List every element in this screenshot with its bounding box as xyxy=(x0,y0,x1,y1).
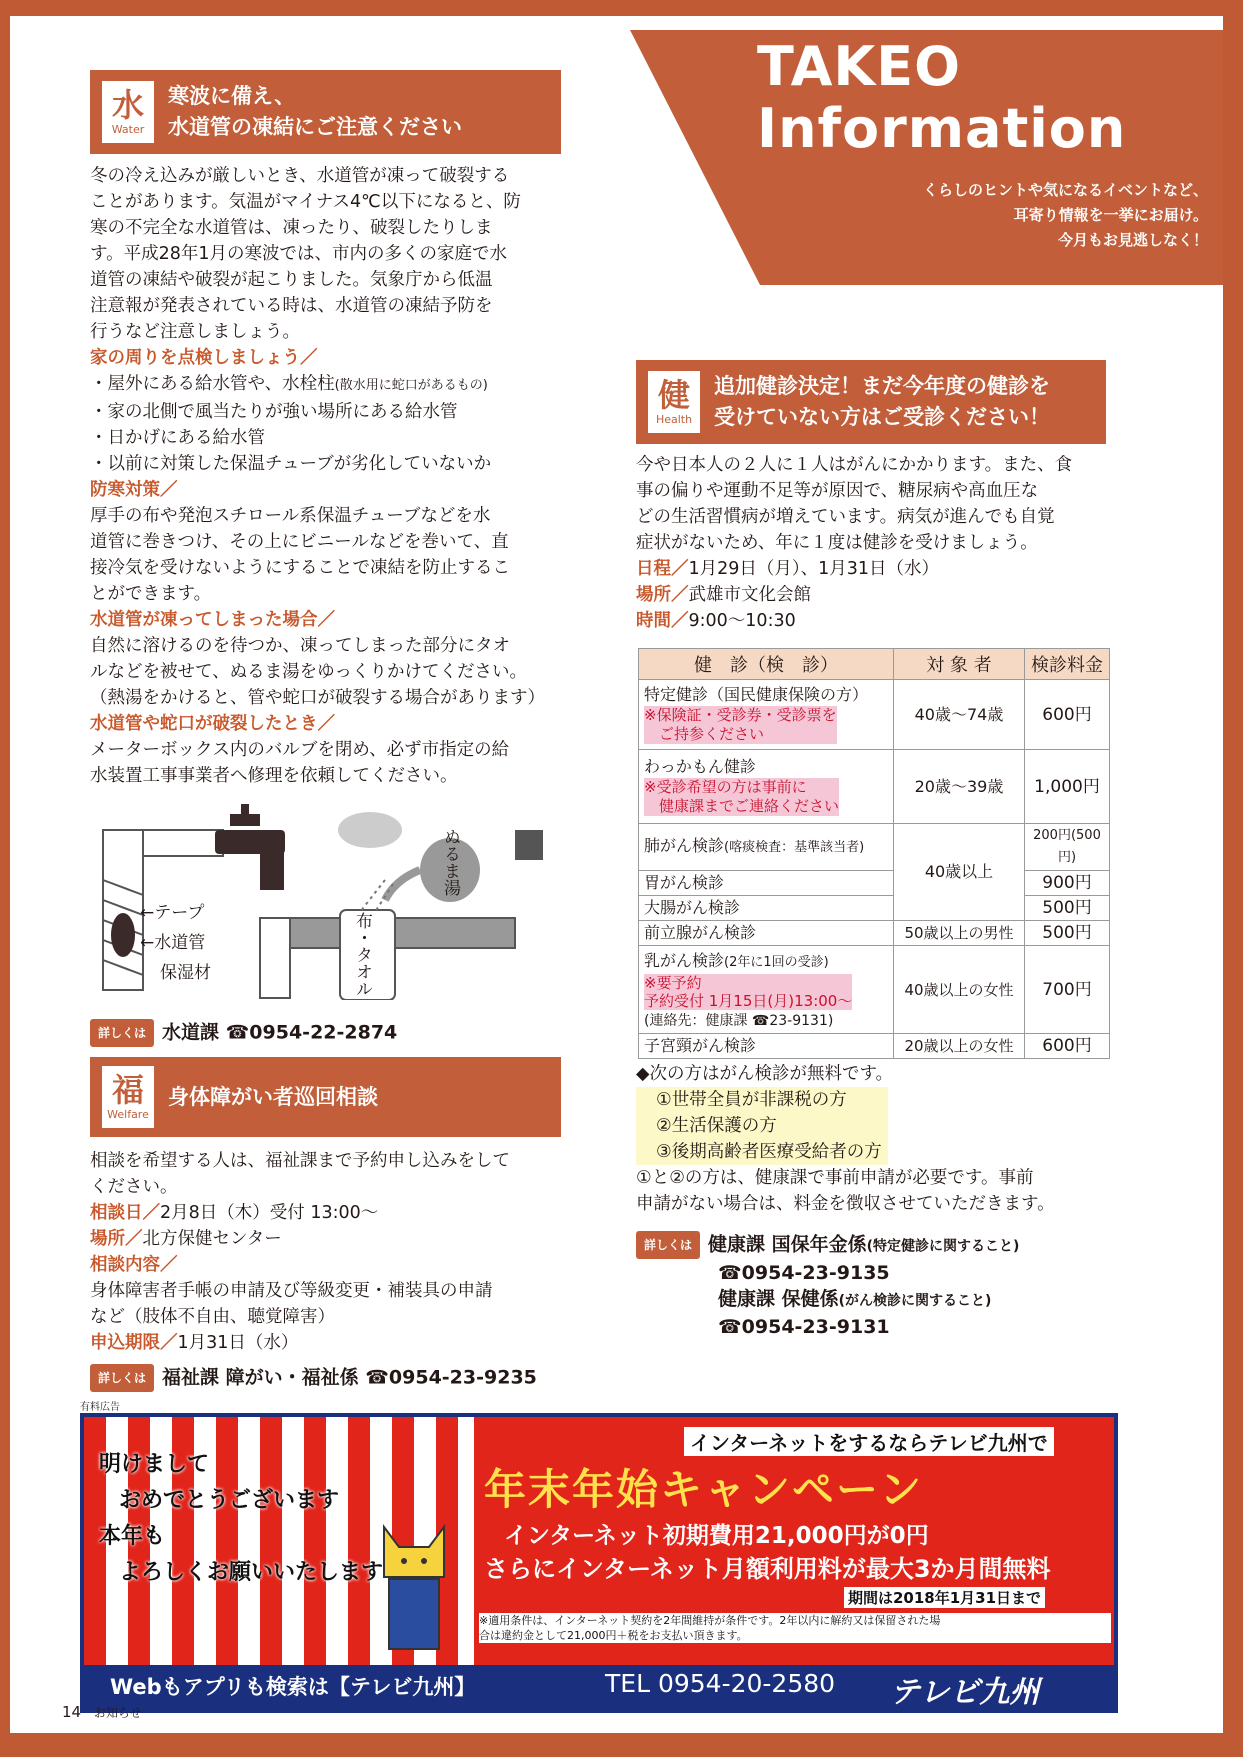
table-cell-checkup xyxy=(639,680,894,750)
table-cell-checkup: 前立腺がん検診 xyxy=(639,921,894,946)
water-check-heading: 家の周りを点検しましょう／ xyxy=(90,348,318,368)
row-breast-reservation xyxy=(644,974,852,1010)
table-header-fee: 検診料金 xyxy=(1025,649,1110,680)
health-contact2-tel: ☎0954-23-9131 xyxy=(718,1315,890,1338)
health-schedule-value: 1月29日（月）、1月31日（水） xyxy=(688,559,940,579)
ad-offer-1: インターネット初期費用21,000円が0円 xyxy=(504,1523,929,1549)
table-row xyxy=(639,871,1110,896)
health-time xyxy=(636,608,1121,634)
welfare-date-value: 2月8日（木）受付 13:00〜 xyxy=(160,1203,379,1223)
row-tokutei-note-line: ※保険証・受診券・受診票を xyxy=(644,706,837,724)
welfare-date xyxy=(90,1200,570,1226)
row-breast-name: 乳がん検診 xyxy=(644,950,725,970)
table-cell-target: 40歳〜74歳 xyxy=(894,680,1025,750)
health-free-info xyxy=(636,1061,1121,1217)
welfare-deadline-value: 1月31日（水） xyxy=(177,1333,299,1353)
water-frozen-line: （熱湯をかけると、管や蛇口が破裂する場合があります） xyxy=(90,688,545,708)
health-free-note-line: ①と②の方は、健康課で事前申請が必要です。事前 xyxy=(636,1168,1034,1188)
water-intro-line: 行うなど注意しましょう。 xyxy=(90,322,300,342)
health-contact1-name: 健康課 国保年金係 xyxy=(708,1233,867,1256)
water-frozen-heading: 水道管が凍ってしまった場合／ xyxy=(90,610,335,630)
row-tokutei-note-line: ご持参ください xyxy=(644,725,765,743)
health-intro-line: 症状がないため、年に１度は健診を受けましょう。 xyxy=(636,533,1038,553)
health-title xyxy=(714,371,1050,433)
water-burst-heading: 水道管や蛇口が破裂したとき／ xyxy=(90,714,335,734)
health-contact1-note: (特定健診に関すること) xyxy=(866,1238,1020,1255)
water-contact xyxy=(90,1019,397,1047)
header-subtitle-line3: 今月もお見逃しなく！ xyxy=(1057,231,1208,249)
row-tokutei-name: 特定健診（国民健康保険の方） xyxy=(644,685,869,704)
table-cell-checkup: 子宮頸がん検診 xyxy=(639,1034,894,1059)
water-check-item xyxy=(90,371,570,399)
health-schedule xyxy=(636,556,1121,582)
health-free-list xyxy=(636,1087,888,1165)
ad-label: 有料広告 xyxy=(80,1402,120,1413)
row-breast-res-line: ※要予約 xyxy=(644,973,702,992)
health-contact2-name: 健康課 保健係 xyxy=(718,1287,839,1310)
ad-period: 期間は2018年1月31日まで xyxy=(844,1587,1045,1608)
diagram-warm-water-label: ぬるま湯 xyxy=(440,828,460,896)
health-title-line2: 受けていない方はご受診ください！ xyxy=(714,405,1050,429)
health-free-item: ②生活保護の方 xyxy=(656,1116,777,1136)
water-intro-line: 寒の不完全な水道管は、凍ったり、破裂したりしま xyxy=(90,218,493,238)
water-title xyxy=(168,81,462,143)
welfare-icon-kanji: 福 xyxy=(111,1071,144,1109)
water-burst-line: メーターボックス内のバルブを閉め、必ず市指定の給 xyxy=(90,740,510,760)
table-cell-target: 20歳〜39歳 xyxy=(894,750,1025,824)
water-prevent-line: 接冷気を受けないようにすることで凍結を防止するこ xyxy=(90,558,510,578)
ad-greeting-line: おめでとうございます xyxy=(119,1488,340,1513)
health-icon-kanji: 健 xyxy=(657,376,690,414)
water-diagram-labels xyxy=(140,898,211,988)
table-header-target: 対 象 者 xyxy=(894,649,1025,680)
table-cell-fee: 600円 xyxy=(1025,1034,1110,1059)
header-title-line2: Information xyxy=(757,97,1127,160)
table-row xyxy=(639,750,1110,824)
health-place xyxy=(636,582,1121,608)
health-intro-line: 今や日本人の２人に１人はがんにかかります。また、食 xyxy=(636,455,1073,475)
table-cell-checkup xyxy=(639,946,894,1034)
table-header-row xyxy=(639,649,1110,680)
diagram-pipe-label: ←水道管 xyxy=(140,933,206,953)
water-intro-line: ことがあります。気温がマイナス4℃以下になると、防 xyxy=(90,192,521,212)
diagram-towel-label: 布・タオル xyxy=(352,912,372,997)
health-place-label: 場所／ xyxy=(636,585,689,605)
health-checkup-table xyxy=(638,648,1110,1059)
row-breast-res-line: 予約受付 1月15日(月)13:00〜 xyxy=(644,991,853,1010)
water-prevent-line: 道管に巻きつけ、その上にビニールなどを巻いて、直 xyxy=(90,532,509,552)
welfare-content-line: 身体障害者手帳の申請及び等級変更・補装具の申請 xyxy=(90,1281,493,1301)
water-check-item: ・以前に対策した保温チューブが劣化していないか xyxy=(90,454,492,474)
welfare-intro-line: 相談を希望する人は、福祉課まで予約申し込みをして xyxy=(90,1151,510,1171)
welfare-place-value: 北方保健センター xyxy=(142,1229,282,1249)
table-header-checkup: 健 診（検 診） xyxy=(639,649,894,680)
welfare-icon-label: Welfare xyxy=(107,1108,149,1121)
welfare-content-line: など（肢体不自由、聴覚障害） xyxy=(90,1307,335,1327)
health-time-label: 時間／ xyxy=(636,611,689,631)
table-cell-checkup xyxy=(639,824,894,871)
health-body xyxy=(636,452,1121,634)
water-prevent-line: とができます。 xyxy=(90,584,212,604)
header-subtitle xyxy=(828,178,1208,253)
health-place-value: 武雄市文化会館 xyxy=(688,585,811,605)
ad-terms-line: 合は違約金として21,000円＋税をお支払い頂きます。 xyxy=(479,1629,748,1642)
health-free-note-line: 申請がない場合は、料金を徴収させていただきます。 xyxy=(636,1194,1055,1214)
ad-logo: テレビ九州 xyxy=(890,1675,1040,1710)
water-intro-line: 道管の凍結や破裂が起こりました。気象庁から低温 xyxy=(90,270,493,290)
health-free-item: ③後期高齢者医療受給者の方 xyxy=(656,1142,882,1162)
ad-terms xyxy=(479,1613,1111,1643)
water-icon-label: Water xyxy=(111,123,145,136)
water-prevent-line: 厚手の布や発泡スチロール系保温チューブなどを水 xyxy=(90,506,491,526)
table-cell-fee: 500円 xyxy=(1025,896,1110,921)
table-row xyxy=(639,946,1110,1034)
welfare-contact-text: 福祉課 障がい・福祉係 ☎0954-23-9235 xyxy=(162,1366,537,1389)
header-title xyxy=(757,36,1126,160)
health-contact2-note: (がん検診に関すること) xyxy=(838,1292,992,1309)
water-frozen-line: 自然に溶けるのを待つか、凍ってしまった部分にタオ xyxy=(90,636,510,656)
ad-striped-panel xyxy=(84,1417,1114,1665)
welfare-icon xyxy=(102,1066,154,1128)
ad-greeting-line: よろしくお願いいたします xyxy=(119,1560,384,1585)
water-prevent-heading: 防寒対策／ xyxy=(90,480,178,500)
water-icon-kanji: 水 xyxy=(111,86,144,124)
ad-cat-mascot-icon xyxy=(364,1517,464,1657)
water-intro-line: 冬の冷え込みが厳しいとき、水道管が凍って破裂する xyxy=(90,166,510,186)
health-intro-line: 事の偏りや運動不足等が原因で、糖尿病や高血圧な xyxy=(636,481,1039,501)
welfare-intro-line: ください。 xyxy=(90,1177,178,1197)
water-contact-text: 水道課 ☎0954-22-2874 xyxy=(162,1021,398,1044)
table-cell-fee: 900円 xyxy=(1025,871,1110,896)
row-wakka-note-line: 健康課までご連絡ください xyxy=(644,797,840,815)
row-breast-note: (2年に1回の受診) xyxy=(724,954,829,970)
water-intro-line: す。平成28年1月の寒波では、市内の多くの家庭で水 xyxy=(90,244,508,264)
ad-tel[interactable]: TEL 0954-20-2580 xyxy=(605,1669,836,1698)
health-contact-2 xyxy=(636,1286,1126,1314)
water-burst-line: 水装置工事事業者へ修理を依頼してください。 xyxy=(90,766,458,786)
welfare-contact xyxy=(90,1364,537,1392)
health-section-header xyxy=(636,360,1106,444)
water-frozen-line: ルなどを被せて、ぬるま湯をゆっくりかけてください。 xyxy=(90,662,527,682)
welfare-date-label: 相談日／ xyxy=(90,1203,160,1223)
row-breast-contact: (連絡先：健康課 ☎23-9131) xyxy=(644,1012,834,1029)
ad-campaign-title: 年末年始キャンペーン xyxy=(484,1465,924,1514)
welfare-place xyxy=(90,1226,570,1252)
health-contact xyxy=(636,1231,1126,1340)
table-cell-checkup: 大腸がん検診 xyxy=(639,896,894,921)
water-check-item: ・日かげにある給水管 xyxy=(90,428,265,448)
health-contact-1 xyxy=(636,1231,1126,1260)
water-title-line1: 寒波に備え、 xyxy=(168,84,296,108)
welfare-body xyxy=(90,1148,570,1356)
health-icon xyxy=(648,371,700,433)
table-row xyxy=(639,680,1110,750)
welfare-section-header xyxy=(90,1057,561,1137)
advertisement[interactable] xyxy=(80,1413,1118,1713)
water-check-item-note: (散水用に蛇口があるもの) xyxy=(334,378,488,393)
ad-search-text: Webもアプリも検索は【テレビ九州】 xyxy=(110,1675,476,1699)
row-tokutei-note xyxy=(644,706,837,744)
table-row xyxy=(639,896,1110,921)
welfare-deadline-label: 申込期限／ xyxy=(90,1333,178,1353)
health-free-heading: ◆次の方はがん検診が無料です。 xyxy=(636,1064,894,1084)
ad-greeting xyxy=(99,1447,383,1591)
welfare-content-label: 相談内容／ xyxy=(90,1255,178,1275)
footer-section-label: お知らせ xyxy=(93,1706,142,1720)
row-wakka-note-line: ※受診希望の方は事前に xyxy=(644,778,807,796)
footer xyxy=(62,1703,142,1721)
table-cell-target: 40歳以上の女性 xyxy=(894,946,1025,1034)
header-title-line1: TAKEO xyxy=(757,35,962,98)
water-intro-line: 注意報が発表されている時は、水道管の凍結予防を xyxy=(90,296,493,316)
water-detail-badge: 詳しくは xyxy=(90,1019,154,1047)
health-intro-line: どの生活習慣病が増えています。病気が進んでも自覚 xyxy=(636,507,1055,527)
row-lung-name: 肺がん検診 xyxy=(644,836,725,855)
table-cell-checkup: 胃がん検診 xyxy=(639,871,894,896)
water-check-item-text: ・屋外にある給水管や、水栓柱 xyxy=(90,374,335,394)
table-cell-fee: 500円 xyxy=(1025,921,1110,946)
health-time-value: 9:00〜10:30 xyxy=(688,611,796,631)
diagram-insulation-label: 保湿材 xyxy=(160,963,211,983)
table-cell-target: 20歳以上の女性 xyxy=(894,1034,1025,1059)
table-cell-fee: 200円(500円) xyxy=(1025,824,1110,871)
diagram-tape-label: ←テープ xyxy=(140,903,205,923)
bottom-frame xyxy=(0,1733,1243,1757)
header-subtitle-line1: くらしのヒントや気になるイベントなど、 xyxy=(922,181,1208,199)
health-schedule-label: 日程／ xyxy=(636,559,689,579)
ad-terms-line: ※適用条件は、インターネット契約を2年間維持が条件です。2年以内に解約又は保留された場 xyxy=(479,1614,941,1627)
table-row xyxy=(639,824,1110,871)
ad-greeting-line: 明けまして xyxy=(99,1452,210,1477)
table-cell-fee: 700円 xyxy=(1025,946,1110,1034)
welfare-place-label: 場所／ xyxy=(90,1229,143,1249)
water-check-item: ・家の北側で風当たりが強い場所にある給水管 xyxy=(90,402,458,422)
water-body xyxy=(90,163,570,789)
water-title-line2: 水道管の凍結にご注意ください xyxy=(168,115,462,139)
water-section-header xyxy=(90,70,561,154)
water-icon xyxy=(102,81,154,143)
health-detail-badge: 詳しくは xyxy=(636,1231,700,1259)
health-icon-label: Health xyxy=(655,413,693,426)
table-cell-fee: 600円 xyxy=(1025,680,1110,750)
ad-greeting-line: 本年も xyxy=(99,1524,166,1549)
welfare-detail-badge: 詳しくは xyxy=(90,1364,154,1392)
ad-tagline: インターネットをするならテレビ九州で xyxy=(684,1427,1054,1456)
ad-offer-2: さらにインターネット月額利用料が最大3か月間無料 xyxy=(484,1555,1051,1583)
page-number: 14 xyxy=(62,1703,82,1721)
table-cell-target: 40歳以上 xyxy=(894,824,1025,921)
health-contact1-tel: ☎0954-23-9135 xyxy=(718,1261,890,1284)
row-lung-note: (喀痰検査：基準該当者) xyxy=(724,840,865,855)
row-wakka-note xyxy=(644,778,839,816)
header-subtitle-line2: 耳寄り情報を一挙にお届け。 xyxy=(1013,206,1208,224)
health-title-line1: 追加健診決定！まだ今年度の健診を xyxy=(714,374,1050,398)
table-cell-checkup xyxy=(639,750,894,824)
table-row xyxy=(639,921,1110,946)
health-free-item: ①世帯全員が非課税の方 xyxy=(656,1090,847,1110)
row-wakka-name: わっかもん健診 xyxy=(644,757,756,776)
welfare-deadline xyxy=(90,1330,570,1356)
table-cell-target: 50歳以上の男性 xyxy=(894,921,1025,946)
welfare-title: 身体障がい者巡回相談 xyxy=(168,1084,378,1109)
table-row xyxy=(639,1034,1110,1059)
table-cell-fee: 1,000円 xyxy=(1025,750,1110,824)
